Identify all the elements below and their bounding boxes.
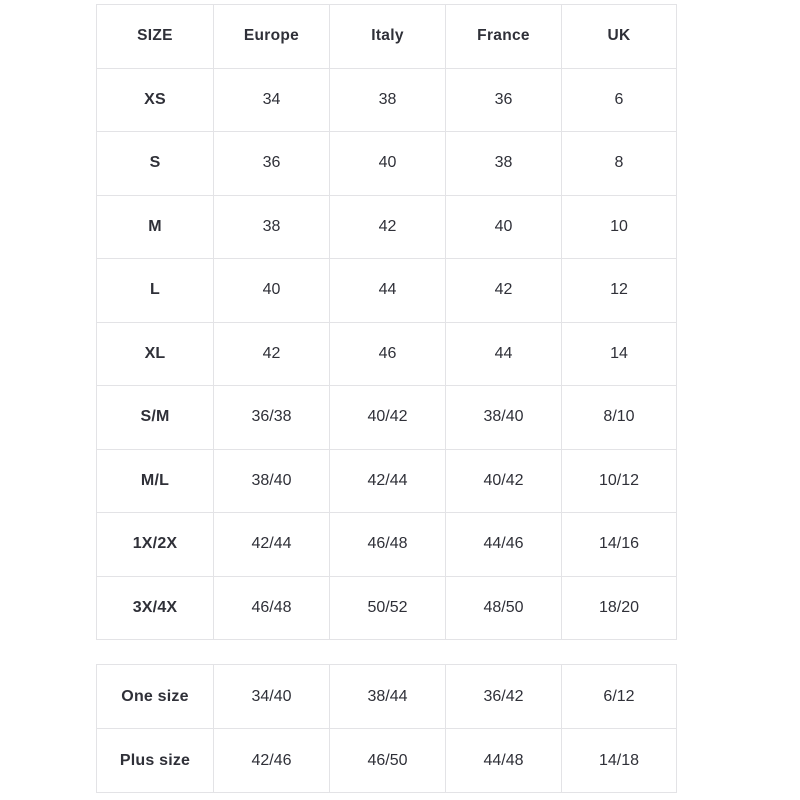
cell-uk: 10 bbox=[562, 195, 677, 259]
cell-france: 40 bbox=[446, 195, 562, 259]
table-row bbox=[97, 576, 677, 640]
cell-france: 44 bbox=[446, 322, 562, 386]
row-label: L bbox=[97, 259, 214, 323]
cell-europe: 36 bbox=[214, 132, 330, 196]
table-row bbox=[97, 386, 677, 450]
cell-italy: 44 bbox=[330, 259, 446, 323]
cell-france: 44/46 bbox=[446, 513, 562, 577]
row-label: One size bbox=[97, 665, 214, 729]
cell-uk: 18/20 bbox=[562, 576, 677, 640]
cell-italy: 46 bbox=[330, 322, 446, 386]
cell-europe: 42/46 bbox=[214, 729, 330, 793]
table-header bbox=[97, 5, 677, 69]
column-header-europe: Europe bbox=[214, 5, 330, 69]
cell-europe: 36/38 bbox=[214, 386, 330, 450]
cell-france: 36/42 bbox=[446, 665, 562, 729]
row-label: S bbox=[97, 132, 214, 196]
cell-italy: 38 bbox=[330, 68, 446, 132]
table-row bbox=[97, 513, 677, 577]
cell-europe: 40 bbox=[214, 259, 330, 323]
cell-uk: 8 bbox=[562, 132, 677, 196]
cell-uk: 14/16 bbox=[562, 513, 677, 577]
column-header-size: SIZE bbox=[97, 5, 214, 69]
cell-europe: 34 bbox=[214, 68, 330, 132]
cell-france: 38 bbox=[446, 132, 562, 196]
cell-europe: 46/48 bbox=[214, 576, 330, 640]
row-label: 1X/2X bbox=[97, 513, 214, 577]
column-header-france: France bbox=[446, 5, 562, 69]
row-label: XL bbox=[97, 322, 214, 386]
table-row bbox=[97, 259, 677, 323]
cell-italy: 46/48 bbox=[330, 513, 446, 577]
cell-france: 44/48 bbox=[446, 729, 562, 793]
cell-uk: 6/12 bbox=[562, 665, 677, 729]
column-header-uk: UK bbox=[562, 5, 677, 69]
row-label: Plus size bbox=[97, 729, 214, 793]
table-header-row bbox=[97, 5, 677, 69]
column-header-italy: Italy bbox=[330, 5, 446, 69]
row-label: 3X/4X bbox=[97, 576, 214, 640]
cell-france: 40/42 bbox=[446, 449, 562, 513]
cell-france: 38/40 bbox=[446, 386, 562, 450]
row-label: M/L bbox=[97, 449, 214, 513]
cell-italy: 46/50 bbox=[330, 729, 446, 793]
table-row bbox=[97, 195, 677, 259]
cell-italy: 40 bbox=[330, 132, 446, 196]
secondary-size-table-container bbox=[96, 664, 676, 793]
main-size-table-container bbox=[96, 4, 676, 640]
table-row bbox=[97, 132, 677, 196]
table-row bbox=[97, 665, 677, 729]
table-row bbox=[97, 449, 677, 513]
cell-europe: 38/40 bbox=[214, 449, 330, 513]
cell-uk: 14/18 bbox=[562, 729, 677, 793]
cell-italy: 38/44 bbox=[330, 665, 446, 729]
cell-europe: 42/44 bbox=[214, 513, 330, 577]
cell-france: 48/50 bbox=[446, 576, 562, 640]
secondary-size-table bbox=[96, 664, 677, 793]
cell-uk: 8/10 bbox=[562, 386, 677, 450]
cell-italy: 50/52 bbox=[330, 576, 446, 640]
table-body bbox=[97, 68, 677, 640]
cell-europe: 38 bbox=[214, 195, 330, 259]
cell-uk: 12 bbox=[562, 259, 677, 323]
cell-europe: 34/40 bbox=[214, 665, 330, 729]
cell-italy: 42 bbox=[330, 195, 446, 259]
cell-france: 36 bbox=[446, 68, 562, 132]
row-label: S/M bbox=[97, 386, 214, 450]
cell-uk: 10/12 bbox=[562, 449, 677, 513]
cell-italy: 42/44 bbox=[330, 449, 446, 513]
cell-italy: 40/42 bbox=[330, 386, 446, 450]
cell-uk: 6 bbox=[562, 68, 677, 132]
table-row bbox=[97, 68, 677, 132]
table-row bbox=[97, 322, 677, 386]
row-label: M bbox=[97, 195, 214, 259]
table-row bbox=[97, 729, 677, 793]
cell-france: 42 bbox=[446, 259, 562, 323]
row-label: XS bbox=[97, 68, 214, 132]
cell-uk: 14 bbox=[562, 322, 677, 386]
cell-europe: 42 bbox=[214, 322, 330, 386]
table-body bbox=[97, 665, 677, 793]
main-size-table bbox=[96, 4, 677, 640]
